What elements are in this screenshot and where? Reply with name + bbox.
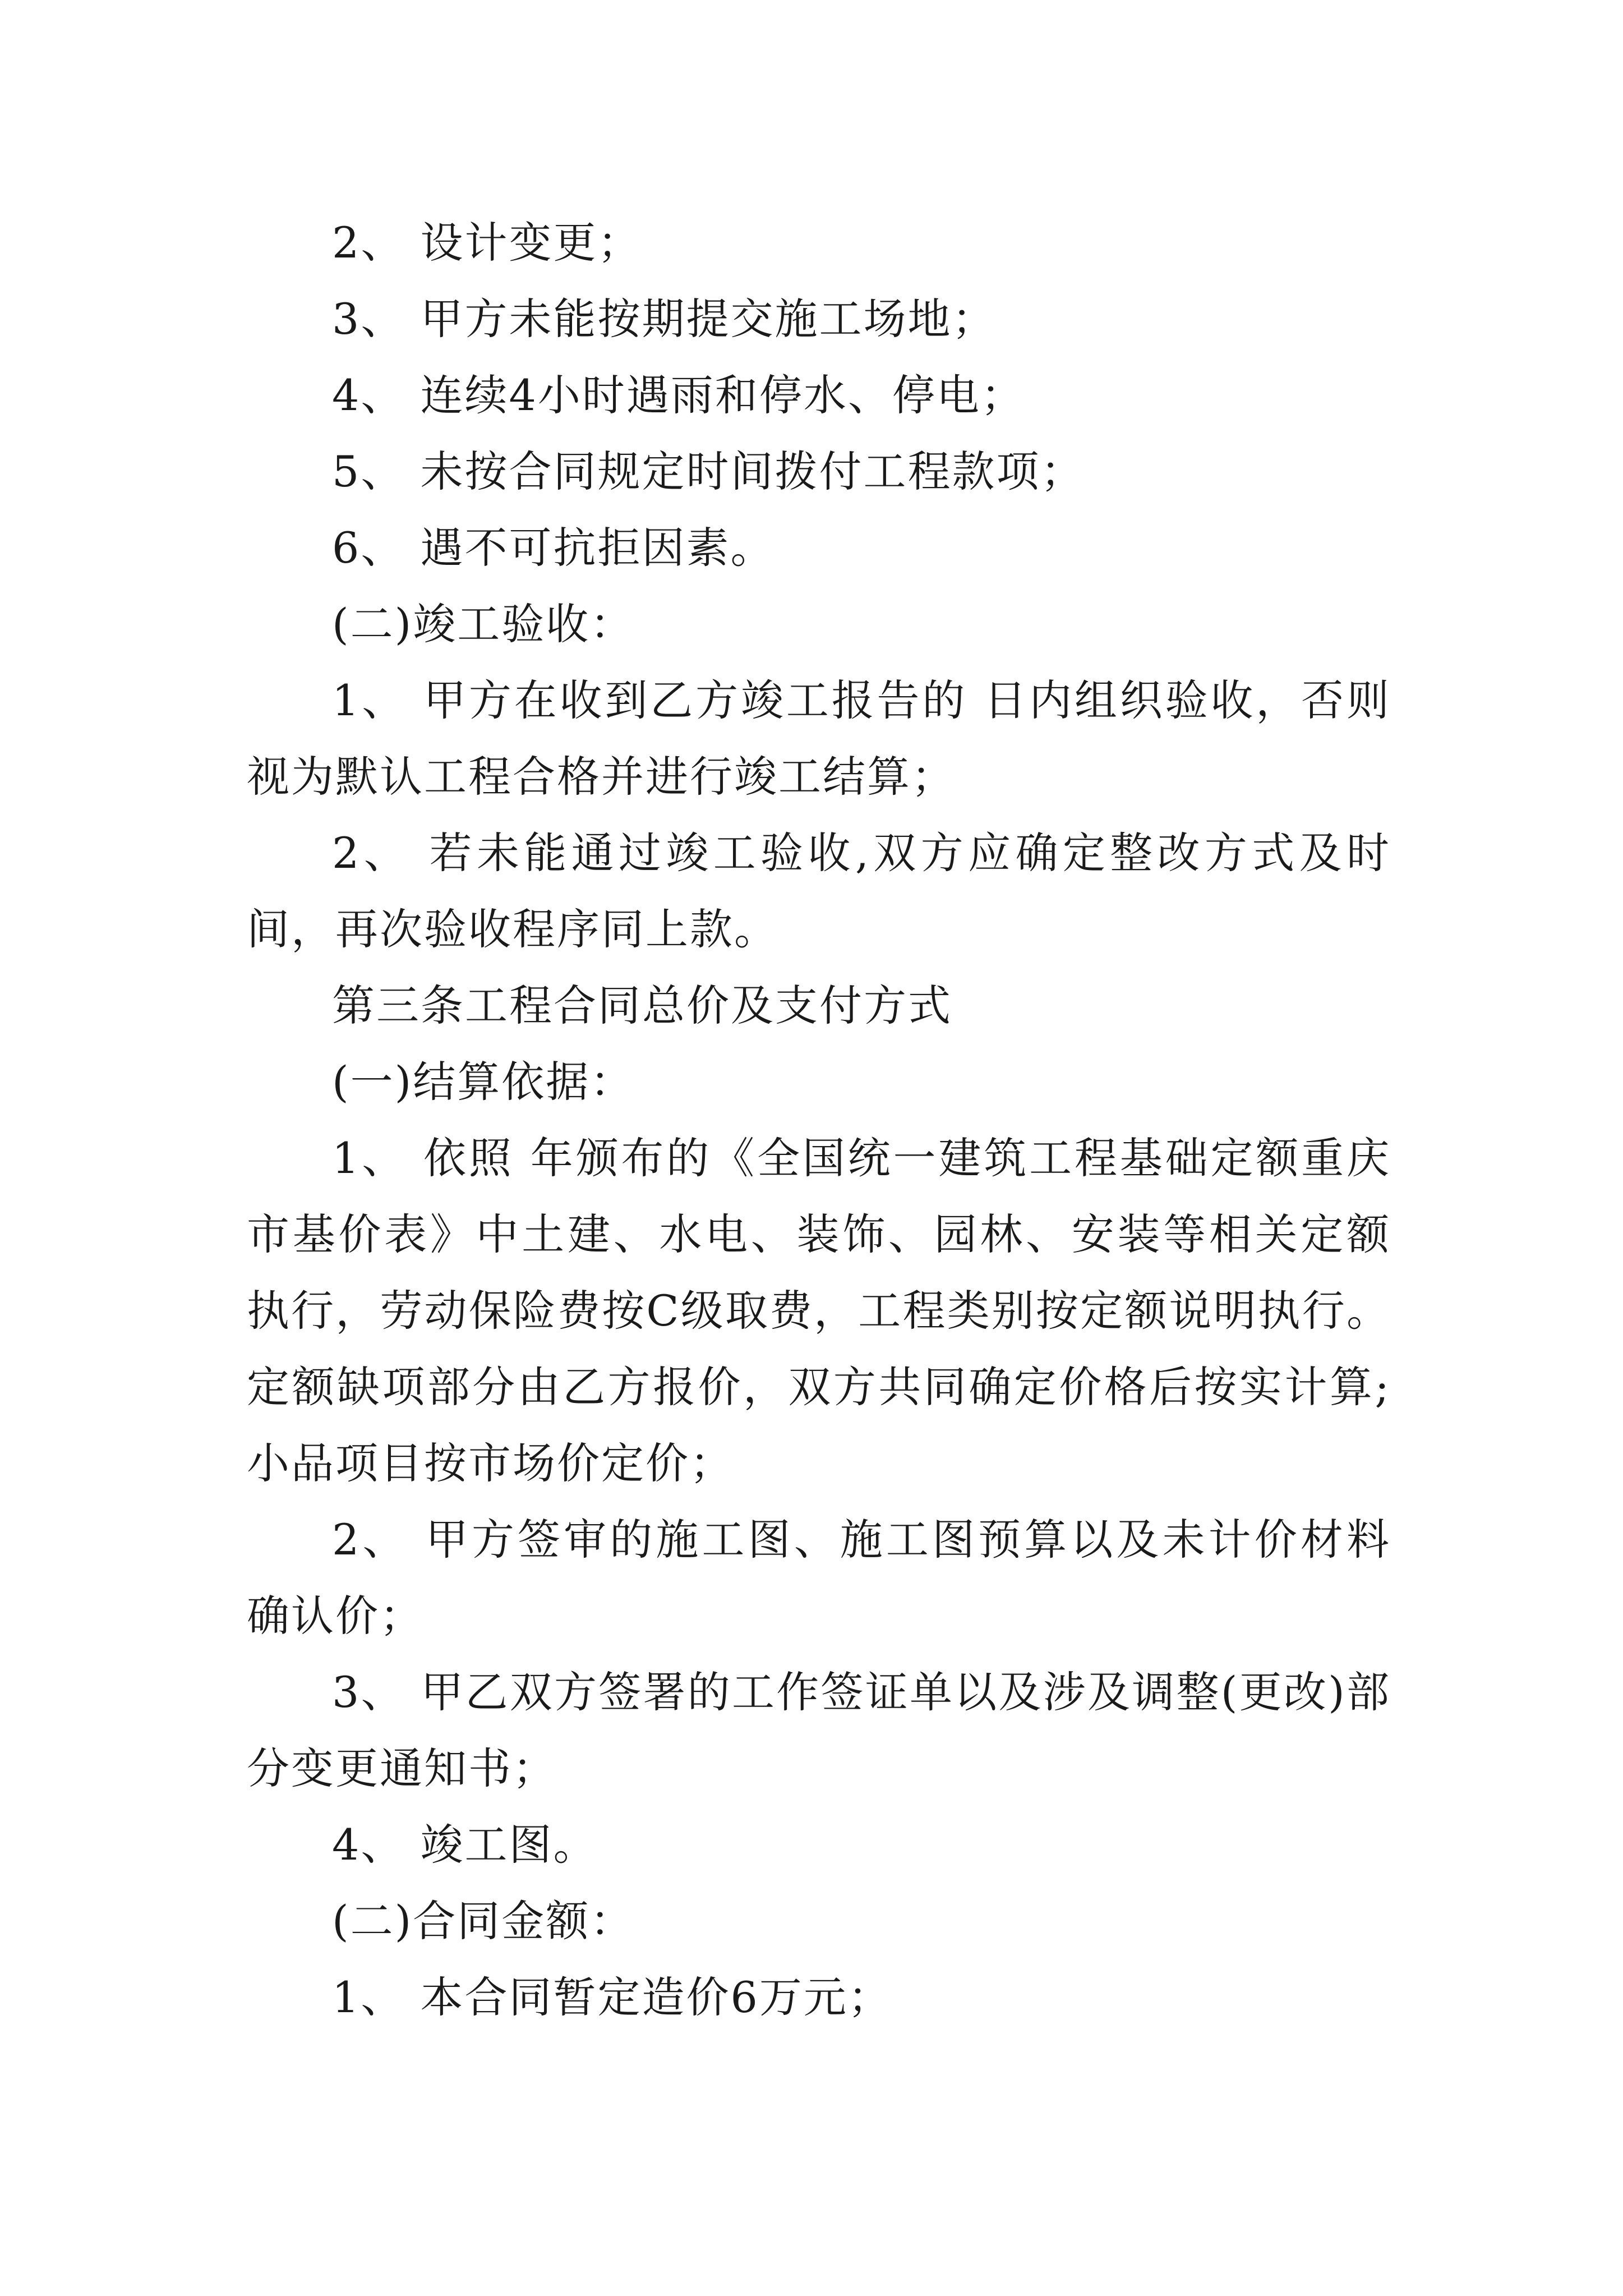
list-item-provisional-price: 1、 本合同暂定造价6万元； [332, 1972, 892, 2022]
document-body [247, 205, 1391, 2036]
list-item-site-delay: 3、 甲方未能按期提交施工场地； [332, 294, 997, 344]
section-heading-completion-acceptance: (二)竣工验收： [332, 599, 635, 649]
article-heading-article-three: 第三条工程合同总价及支付方式 [332, 981, 952, 1030]
list-item-approved-drawings: 2、 甲方签审的施工图、施工图预算以及未计价材料确认价； [247, 1515, 1391, 1641]
list-item-design-change: 2、 设计变更； [332, 218, 642, 268]
section-heading-settlement-basis: (一)结算依据： [332, 1057, 635, 1107]
list-item-acceptance-deadline: 1、 甲方在收到乙方竣工报告的 日内组织验收，否则视为默认工程合格并进行竣工结算； [247, 675, 1391, 802]
list-item-as-built-drawings: 4、 竣工图。 [332, 1820, 598, 1870]
list-item-change-notices: 3、 甲乙双方签署的工作签证单以及涉及调整(更改)部分变更通知书； [247, 1667, 1391, 1793]
list-item-quota-basis: 1、 依照 年颁布的《全国统一建筑工程基础定额重庆市基价表》中土建、水电、装饰、园林、安装等相关定额执行，劳动保险费按C级取费，工程类别按定额说明执行。定额缺项部分由乙方报价，双方共同确定价格后按实计算;小品项目按市场价定价； [247, 1133, 1391, 1488]
list-item-payment-delay: 5、 未按合同规定时间拨付工程款项； [332, 447, 1085, 496]
list-item-failed-acceptance: 2、 若未能通过竣工验收,双方应确定整改方式及时间，再次验收程序同上款。 [247, 828, 1391, 954]
section-heading-contract-amount: (二)合同金额： [332, 1896, 635, 1946]
list-item-rain-outage: 4、 连续4小时遇雨和停水、停电； [332, 370, 1025, 420]
list-item-force-majeure: 6、 遇不可抗拒因素。 [332, 523, 775, 573]
